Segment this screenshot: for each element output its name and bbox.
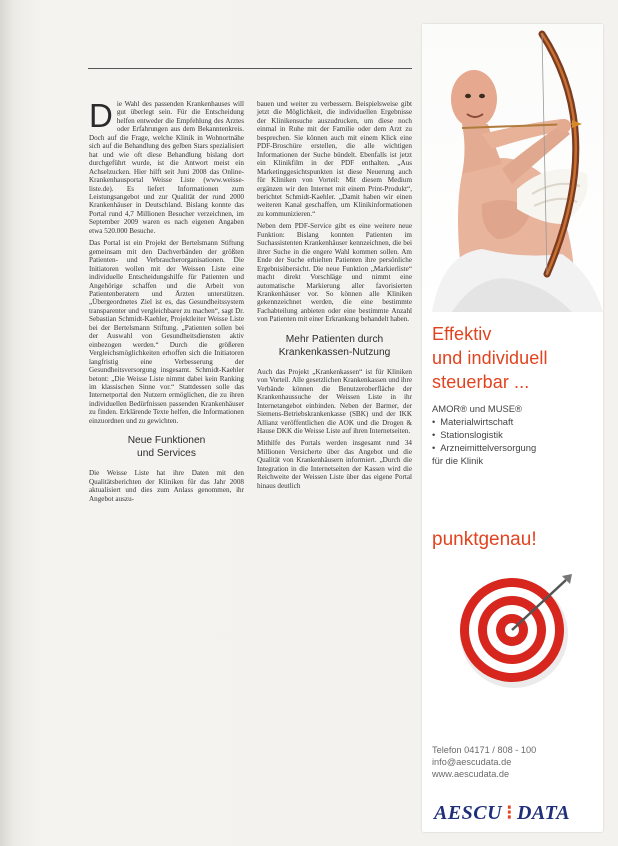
article-paragraph: Die Wahl des passenden Krankenhauses will gut überlegt sein. Für die Entscheidung helfen entweder die Empfehlung des Arztes oder Erfahrungen aus dem Bekanntenkreis. Doch auf die Frage, welche Klinik in Wohnortnähe sich auf die Behandlung des gelben Stars spezialisiert hat und wie oft diese Behandlung bislang dort durchgeführt wurde, ist die Antwort meist ein Achselzucken. Hier hilft seit Juni 2008 das Online-Krankenhausportal Weisse Liste (www.weisse-liste.de). Es liefert Informationen zum Leistungsangebot und zur Qualität der rund 2000 Krankenhäuser in Deutschland. Bislang konnte das Portal rund 4,7 Millionen Besucher verzeichnen, im September 2009 waren es nach eigenen Angaben etwa 520.000 Besuche.: [89, 97, 244, 235]
section-heading: Neue Funktionen und Services: [127, 435, 206, 460]
header-rule: [88, 68, 412, 69]
article-paragraph: Auch das Projekt „Krankenkassen“ ist für Kliniken von Vorteil. Alle gesetzlichen Krankenkassen und ihre Verbände können die Benutzeroberfläche der Krankenhaussuche der Weissen Liste in ihr Internetangebot einbinden. Neben der Barmer, der Siemens-Betriebskrankenkasse (SBK) und der IKK Allianz veröffentlichen die AOK und die Drogen & Hause DKK die Weisse Liste auf ihren Internetseiten.: [257, 367, 413, 435]
article-paragraph: Die Weisse Liste hat ihre Daten mit den Qualitätsberichten der Kliniken für das Jahr 2008 aktualisiert und dies zum Anlass genommen, ihr Angebot auszu-: [89, 469, 244, 503]
ad-bullet: • Arzneimittelversorgung: [432, 441, 602, 454]
target-icon: [454, 572, 574, 692]
ad-email[interactable]: info@aescudata.de: [432, 757, 512, 767]
ad-accent-text: punktgenau!: [432, 529, 537, 550]
article-paragraph: bauen und weiter zu verbessern. Beispielsweise gibt jetzt die Möglichkeit, die individuellen Ergebnisse der Klinikensuche auszudrucken, um diese noch einmal in Ruhe mit der Familie oder dem Arzt zu besprechen. Sie können auch mit einem Klick eine PDF-Broschüre erstellen, die alle wichtigen Informationen der Suche bündelt. Ebenfalls ist jetzt ein Klinikfilm in der PDF enthalten. „Aus Marketinggesichtspunkten ist diese Neuerung auch für Kliniken von Vorteil: Mit diesem Medium ergänzen wir den Internet mit einem Print-Produkt“, berichtet Schmidt-Kaehler. „Damit haben wir einen weiteren Kanal geschaffen, um Klinikinformationen zu kommunizieren.“: [257, 100, 412, 218]
drop-cap: D: [89, 97, 113, 134]
ad-bullet: • Materialwirtschaft: [432, 415, 602, 428]
ad-bullet: • Stationslogistik: [432, 428, 602, 441]
ad-products-intro: AMOR® und MUSE®: [432, 403, 522, 414]
article-column-2: [257, 100, 412, 494]
ad-products-outro: für die Klinik: [432, 455, 484, 466]
advertisement: [422, 24, 603, 832]
archer-illustration: [422, 24, 603, 312]
ad-product-list: [432, 402, 602, 467]
ad-contact-info: [432, 744, 602, 780]
ad-headline: Effektiv und individuell steuerbar ...: [432, 324, 548, 392]
ad-phone: Telefon 04171 / 808 - 100: [432, 745, 537, 755]
section-heading: Mehr Patienten durch Krankenkassen-Nutzung: [278, 333, 391, 358]
article-paragraph: Neben dem PDF-Service gibt es eine weitere neue Funktion: Bislang konnten Patienten im Suchassistenten Krankenhäuser kennzeichnen, die bei ihrer Suche in die engere Wahl kommen sollen. Am Ende der Suche erhielten Patienten ihre persönliche Ergebnisübersicht. Die neue Funktion „Markierliste“ macht direkt Vorschläge und nimmt eine automatische Markierung aller favorisierten Krankenhäuser vor. So können alle Kliniken gekennzeichnet werden, die eine bestimmte Fachabteilung anbieten oder eine bestimmte Anzahl von Patienten mit einer Erkrankung behandelt haben.: [257, 222, 412, 324]
cupid-archer-photo: [422, 24, 603, 312]
article-paragraph: Mithilfe des Portals werden insgesamt rund 34 Millionen Versicherte über das Angebot und die Qualität von Krankenhäusern informiert. „Durch die Integration in die Internetseiten der Kassen wird die Reichweite der Weissen Liste über das eigene Portal hinaus deutlich: [257, 439, 412, 490]
aescudata-logo: AESCU ⁝ DATA: [434, 802, 571, 824]
article-column-1: [89, 97, 244, 507]
logo-separator-icon: ⁝: [506, 802, 513, 824]
ad-website[interactable]: www.aescudata.de: [432, 769, 510, 779]
article-paragraph: Das Portal ist ein Projekt der Bertelsmann Stiftung gemeinsam mit den Dachverbänden der größten Patienten- und Verbraucherorganisationen. Die Initiatoren wollen mit der Weissen Liste eine individuelle Entscheidungshilfe für Patienten und Angehörige schaffen und die Arbeit von Patientenberatern und Ärzten unterstützen. „Übergeordnetes Ziel ist es, das Gesundheitssystem transparenter und vergleichbarer zu machen“, sagt Dr. Sebastian Schmidt-Kaehler, Projektleiter Weisse Liste bei der Bertelsmann Stiftung. „Patienten sollen bei der Auswahl von Gesundheitsdiensten aktiv einbezogen werden.“ Durch die größeren Vergleichsmöglichkeiten erhoffen sich die Initiatoren langfristig eine Verbesserung der Gesundheitsversorgung insgesamt. Schmidt-Kaehler betont: „Die Weisse Liste nimmt dabei kein Ranking im klassischen Sinne vor.“ Stattdessen solle das Internetportal den Nutzern ermöglichen, die zu ihren individuellen Bedürfnissen passenden Krankenhäuser zu finden. Erklärende Texte helfen, die Informationen einzuordnen und zu gewichten.: [89, 239, 244, 425]
